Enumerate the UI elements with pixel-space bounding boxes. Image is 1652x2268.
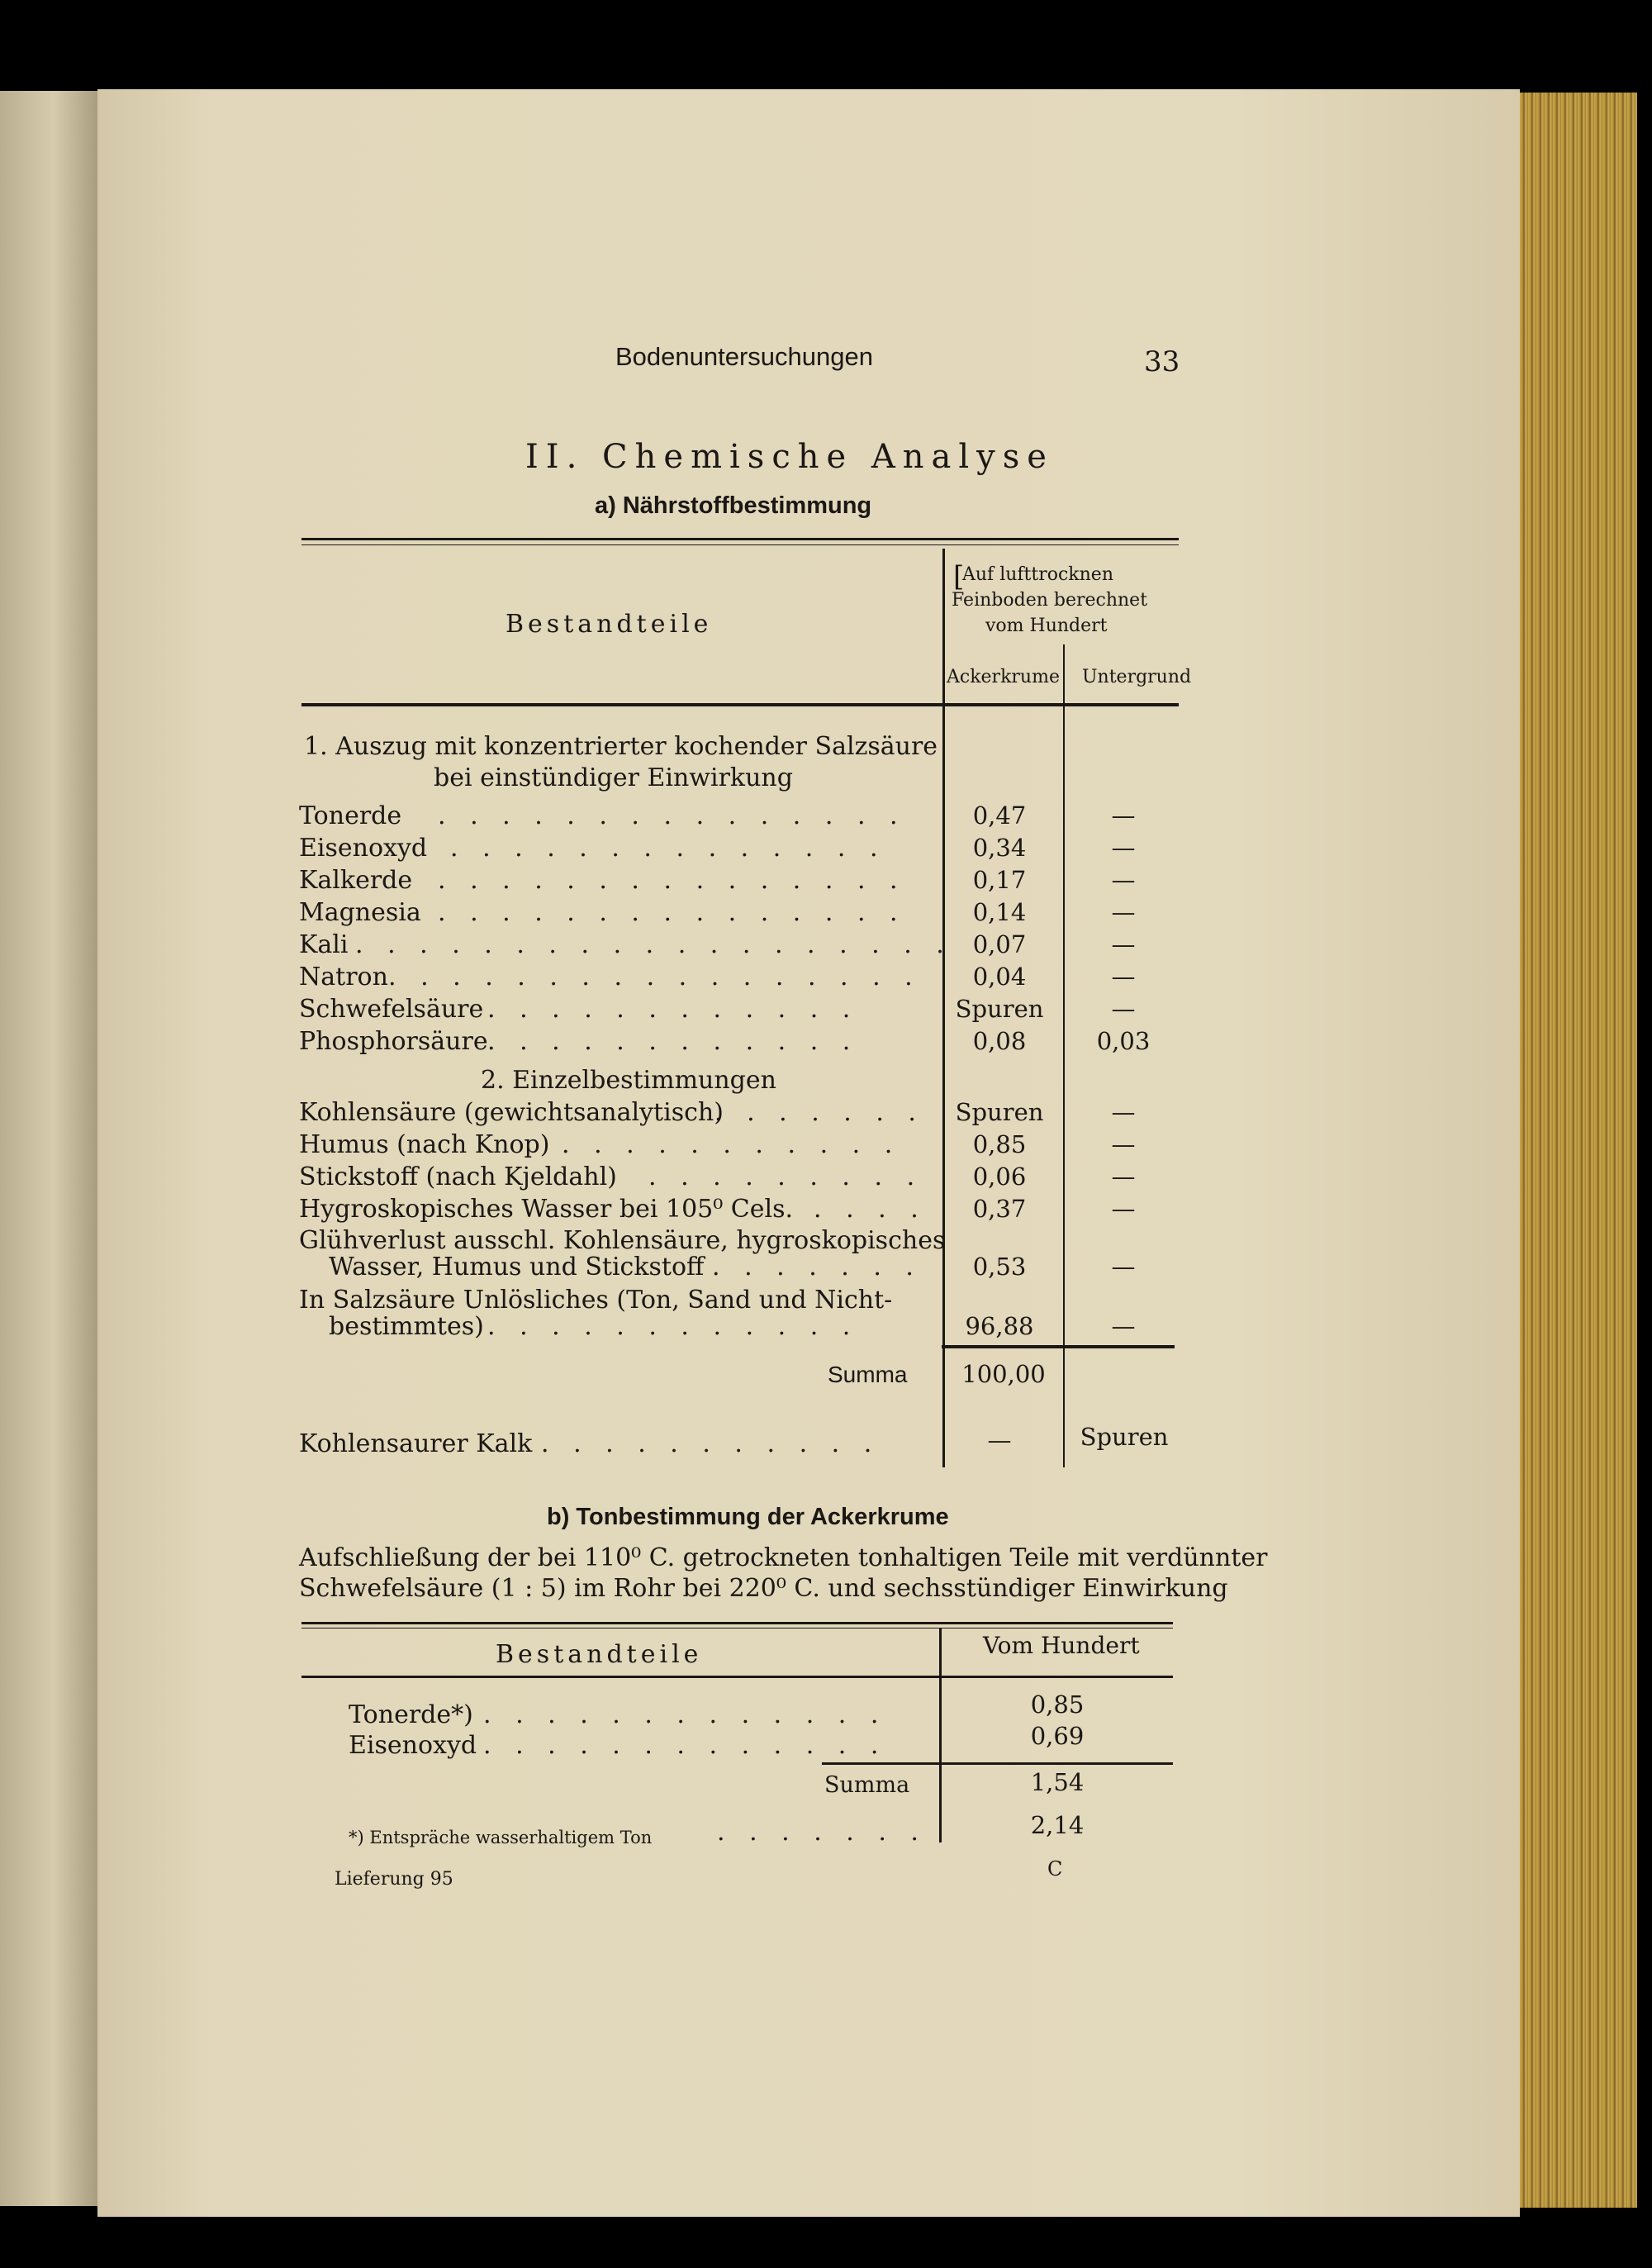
row-unter: — xyxy=(1111,1163,1136,1191)
row-unter: 0,03 xyxy=(1096,1027,1151,1055)
leader-dots: . . . . . . . . . . . . xyxy=(487,995,859,1024)
table-b-col-value: Vom Hundert xyxy=(983,1632,1140,1659)
row-acker: 0,34 xyxy=(972,834,1027,862)
row-unter: — xyxy=(1111,834,1136,862)
row-label: Kalkerde xyxy=(299,866,413,895)
table-b-summa-rule xyxy=(822,1762,1173,1765)
kalk-acker: — xyxy=(987,1426,1012,1454)
row-label: Eisenoxyd xyxy=(349,1731,477,1760)
unit-line-2: Feinboden berechnet xyxy=(952,590,1148,611)
leader-dots: . . . . . . . . . . . . . . . . . xyxy=(388,963,921,991)
row-acker: 0,47 xyxy=(972,801,1027,830)
unloeslich-unter: — xyxy=(1111,1312,1136,1340)
table-b-summa-value: 1,54 xyxy=(1030,1768,1085,1796)
row-acker: 0,07 xyxy=(972,930,1027,958)
row-unter: — xyxy=(1111,898,1136,926)
part-b-intro-line1: Aufschließung der bei 110⁰ C. getrockneten tonhaltigen Teile mit verdünnter xyxy=(299,1543,1268,1572)
table-b-col-header: Bestandteile xyxy=(496,1640,703,1669)
table-a-header-rule xyxy=(301,703,1179,706)
leader-dots: . . . . . . . xyxy=(717,1818,927,1847)
gluehverlust-acker: 0,53 xyxy=(972,1253,1027,1281)
group2-title: 2. Einzelbestimmungen xyxy=(481,1066,776,1095)
row-acker: 0,85 xyxy=(972,1130,1027,1158)
section-title: II. Chemische Analyse xyxy=(525,438,1054,476)
leader-dots: . . . . . . . . . . . . xyxy=(487,1312,859,1341)
group1-line1: 1. Auszug mit konzentrierter kochender Salzsäure xyxy=(304,732,938,761)
unit-line-1: Auf lufttrocknen xyxy=(962,564,1113,585)
page-edges xyxy=(1520,93,1637,2208)
leader-dots: . . . . . . . . . . . . . . . xyxy=(438,801,906,830)
sub-col-untergrund: Untergrund xyxy=(1082,667,1192,687)
row-label: Magnesia xyxy=(299,898,421,927)
delivery-note: Lieferung 95 xyxy=(335,1869,453,1890)
row-label: Schwefelsäure xyxy=(299,995,484,1024)
row-label: Humus (nach Knop) xyxy=(299,1130,550,1159)
row-acker: 0,04 xyxy=(972,963,1027,991)
gluehverlust-unter: — xyxy=(1111,1253,1136,1281)
leader-dots: . . . . . . . . . . . . . . xyxy=(450,834,886,863)
row-acker: Spuren xyxy=(955,995,1044,1023)
row-unter: — xyxy=(1111,1130,1136,1158)
gluehverlust-line1: Glühverlust ausschl. Kohlensäure, hygroskopisches xyxy=(299,1226,946,1255)
leader-dots: . . . . . . . . . . . . . . . . . . . xyxy=(355,930,952,959)
table-a-col-header: Bestandteile xyxy=(506,610,713,639)
leader-dots: . . . . . . . . . . . xyxy=(541,1429,881,1458)
row-value: 0,85 xyxy=(1030,1690,1085,1719)
table-a-vrule-2 xyxy=(1063,644,1065,1467)
row-acker: 0,06 xyxy=(972,1163,1027,1191)
unloeslich-line1: In Salzsäure Unlösliches (Ton, Sand und Nicht- xyxy=(299,1286,893,1315)
summa-label: Summa xyxy=(828,1362,908,1387)
row-acker: Spuren xyxy=(955,1098,1044,1126)
row-unter: — xyxy=(1111,1195,1136,1223)
footnote: *) Entspräche wasserhaltigem Ton xyxy=(349,1828,653,1847)
table-b-header-rule xyxy=(301,1676,1173,1678)
row-label: Natron xyxy=(299,963,388,991)
kalk-label: Kohlensaurer Kalk xyxy=(299,1429,533,1458)
summa-value: 100,00 xyxy=(961,1360,1046,1388)
leader-dots: . . . . . . . xyxy=(714,1098,924,1127)
row-label: Kali xyxy=(299,930,349,959)
leader-dots: . . . . . . . . . . . xyxy=(562,1130,901,1159)
leader-dots: . . . . . . . . . . . . . xyxy=(483,1731,887,1760)
table-a-vrule-1 xyxy=(942,549,945,1467)
group1-line2: bei einstündiger Einwirkung xyxy=(434,763,793,792)
leader-dots: . . . . . . . . . . . . . . . xyxy=(438,898,906,927)
table-b-summa-label: Summa xyxy=(824,1772,910,1798)
leader-dots: . . . . . . . . . . . . . . . xyxy=(438,866,906,895)
unloeslich-line2: bestimmtes) xyxy=(329,1312,484,1341)
row-unter: — xyxy=(1111,963,1136,991)
part-b-title: b) Tonbestimmung der Ackerkrume xyxy=(547,1504,949,1530)
gluehverlust-line2: Wasser, Humus und Stickstoff xyxy=(329,1253,705,1281)
unloeslich-acker: 96,88 xyxy=(965,1312,1034,1340)
row-label: Tonerde*) xyxy=(349,1700,473,1729)
row-label: Eisenoxyd xyxy=(299,834,428,863)
leader-dots: . . . . . . . . . xyxy=(648,1163,923,1191)
table-a-top-rule-thin xyxy=(301,544,1179,545)
row-label: Kohlensäure (gewichtsanalytisch) xyxy=(299,1098,724,1127)
leader-dots: . . . . . . . . . . . . . xyxy=(483,1700,887,1729)
row-value: 0,69 xyxy=(1030,1722,1085,1750)
footnote-value: 2,14 xyxy=(1030,1811,1085,1839)
leader-dots: . . . . . . . . . . . . xyxy=(487,1027,859,1056)
row-acker: 0,37 xyxy=(972,1195,1027,1223)
part-a-title: a) Nährstoffbestimmung xyxy=(595,492,872,519)
row-label: Stickstoff (nach Kjeldahl) xyxy=(299,1163,617,1191)
table-b-top-rule xyxy=(301,1622,1173,1624)
summa-rule xyxy=(942,1345,1175,1348)
row-unter: — xyxy=(1111,866,1136,894)
unit-line-3: vom Hundert xyxy=(985,616,1108,636)
sub-col-ackerkrume: Ackerkrume xyxy=(947,667,1060,687)
row-acker: 0,14 xyxy=(972,898,1027,926)
background-right xyxy=(1637,0,1652,2268)
leader-dots: . . . . xyxy=(814,1195,927,1224)
left-page-edge xyxy=(0,91,97,2206)
row-unter: — xyxy=(1111,801,1136,830)
running-title: Bodenuntersuchungen xyxy=(615,342,873,371)
part-b-intro-line2: Schwefelsäure (1 : 5) im Rohr bei 220⁰ C. und sechsstündiger Einwirkung xyxy=(299,1574,1228,1603)
row-unter: — xyxy=(1111,930,1136,958)
row-label: Hygroskopisches Wasser bei 105⁰ Cels. xyxy=(299,1195,794,1224)
table-a-top-rule xyxy=(301,538,1179,540)
row-label: Phosphorsäure xyxy=(299,1027,488,1056)
row-acker: 0,08 xyxy=(972,1027,1027,1055)
row-label: Tonerde xyxy=(299,801,402,830)
signature-mark: C xyxy=(1047,1857,1063,1880)
unit-bracket: [ xyxy=(953,560,965,593)
row-acker: 0,17 xyxy=(972,866,1027,894)
kalk-unter: Spuren xyxy=(1080,1423,1169,1451)
row-unter: — xyxy=(1111,995,1136,1023)
page-number: 33 xyxy=(1144,345,1180,378)
leader-dots: . . . . . . . xyxy=(712,1253,922,1281)
row-unter: — xyxy=(1111,1098,1136,1126)
table-b-vrule xyxy=(939,1628,942,1842)
